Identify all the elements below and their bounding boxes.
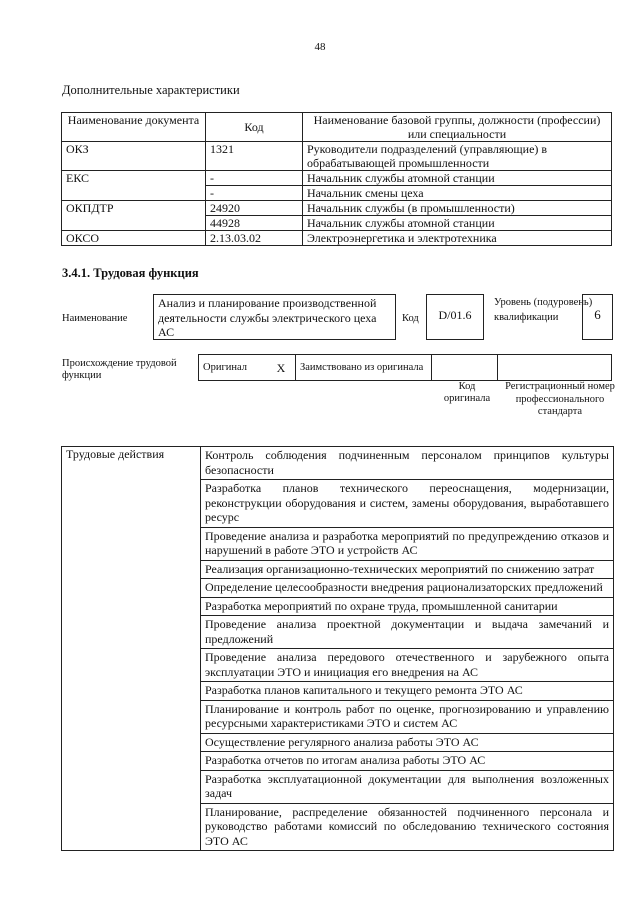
original-label: Оригинал xyxy=(199,355,268,381)
labor-actions-table xyxy=(61,446,614,851)
function-name-label: Наименование xyxy=(62,313,128,324)
table-header-row xyxy=(62,113,612,142)
additional-characteristics-table xyxy=(61,112,612,246)
row-code: 2.13.03.02 xyxy=(206,231,303,246)
row-code: 44928 xyxy=(206,216,303,231)
table-row xyxy=(62,186,612,201)
original-mark: X xyxy=(267,355,296,381)
registration-number-caption: Регистрационный номер профессионального стандарта xyxy=(505,381,615,417)
list-item: Определение целесообразности внедрения рационализаторских предложений xyxy=(201,579,614,598)
header-code: Код xyxy=(206,113,303,142)
list-item: Проведение анализа и разработка мероприятий по предупреждению отказов и нарушений в работе ЭТО и устройств АС xyxy=(201,527,614,560)
borrowed-label: Заимствовано из оригинала xyxy=(296,355,432,381)
table-row xyxy=(62,142,612,171)
labor-function-heading: 3.4.1. Трудовая функция xyxy=(62,266,199,280)
list-item: Проведение анализа передового отечественного и зарубежного опыта эксплуатации ЭТО и инициация его внедрения на АС xyxy=(201,649,614,682)
row-code: 1321 xyxy=(206,142,303,171)
row-doc xyxy=(62,186,206,201)
list-item: Разработка эксплуатационной документации для выполнения возложенных задач xyxy=(201,770,614,803)
list-item: Контроль соблюдения подчиненным персоналом принципов культуры безопасности xyxy=(201,447,614,480)
row-name: Начальник службы (в промышленности) xyxy=(303,201,612,216)
function-code-value: D/01.6 xyxy=(426,294,484,340)
row-doc xyxy=(62,216,206,231)
table-row xyxy=(62,447,614,480)
original-code-cell xyxy=(432,355,498,381)
list-item: Разработка мероприятий по охране труда, промышленной санитарии xyxy=(201,597,614,616)
table-row xyxy=(62,201,612,216)
row-doc: ОКСО xyxy=(62,231,206,246)
row-code: - xyxy=(206,171,303,186)
list-item: Разработка планов капитального и текущего ремонта ЭТО АС xyxy=(201,682,614,701)
qualification-level-label: Уровень (подуровень) квалификации xyxy=(494,297,593,323)
function-name-value: Анализ и планирование производственной деятельности службы электрического цеха АС xyxy=(153,294,396,340)
row-name: Руководители подразделений (управляющие) в обрабатывающей промышленности xyxy=(303,142,612,171)
additional-characteristics-heading: Дополнительные характеристики xyxy=(62,83,240,97)
registration-number-cell xyxy=(498,355,612,381)
origin-label: Происхождение трудовой функции xyxy=(62,358,177,381)
labor-actions-label: Трудовые действия xyxy=(62,447,201,851)
row-name: Начальник службы атомной станции xyxy=(303,171,612,186)
list-item: Разработка планов технического переоснащения, модернизации, реконструкции оборудования и систем, замены оборудования, выработавшего ресурс xyxy=(201,480,614,528)
code-original-caption: Код оригинала xyxy=(443,381,491,404)
list-item: Проведение анализа проектной документации и выдача замечаний и предложений xyxy=(201,616,614,649)
header-document: Наименование документа xyxy=(62,113,206,142)
qualification-level-value: 6 xyxy=(582,294,613,340)
list-item: Осуществление регулярного анализа работы ЭТО АС xyxy=(201,733,614,752)
table-row xyxy=(62,171,612,186)
page-number: 48 xyxy=(314,41,326,53)
row-code: 24920 xyxy=(206,201,303,216)
row-name: Электроэнергетика и электротехника xyxy=(303,231,612,246)
row-name: Начальник смены цеха xyxy=(303,186,612,201)
header-group-name: Наименование базовой группы, должности (профессии) или специальности xyxy=(303,113,612,142)
list-item: Планирование и контроль работ по оценке, прогнозированию и управлению ресурсными характеристиками ЭТО и систем АС xyxy=(201,700,614,733)
row-doc: ОКЗ xyxy=(62,142,206,171)
list-item: Разработка отчетов по итогам анализа работы ЭТО АС xyxy=(201,752,614,771)
list-item: Реализация организационно-технических мероприятий по снижению затрат xyxy=(201,560,614,579)
row-doc: ЕКС xyxy=(62,171,206,186)
list-item: Планирование, распределение обязанностей подчиненного персонала и руководство работами комиссий по обследованию технического состояния ЭТО АС xyxy=(201,803,614,851)
origin-table xyxy=(198,354,612,381)
table-row xyxy=(62,231,612,246)
row-name: Начальник службы атомной станции xyxy=(303,216,612,231)
row-doc: ОКПДТР xyxy=(62,201,206,216)
row-code: - xyxy=(206,186,303,201)
table-row xyxy=(62,216,612,231)
function-code-label: Код xyxy=(402,313,419,324)
